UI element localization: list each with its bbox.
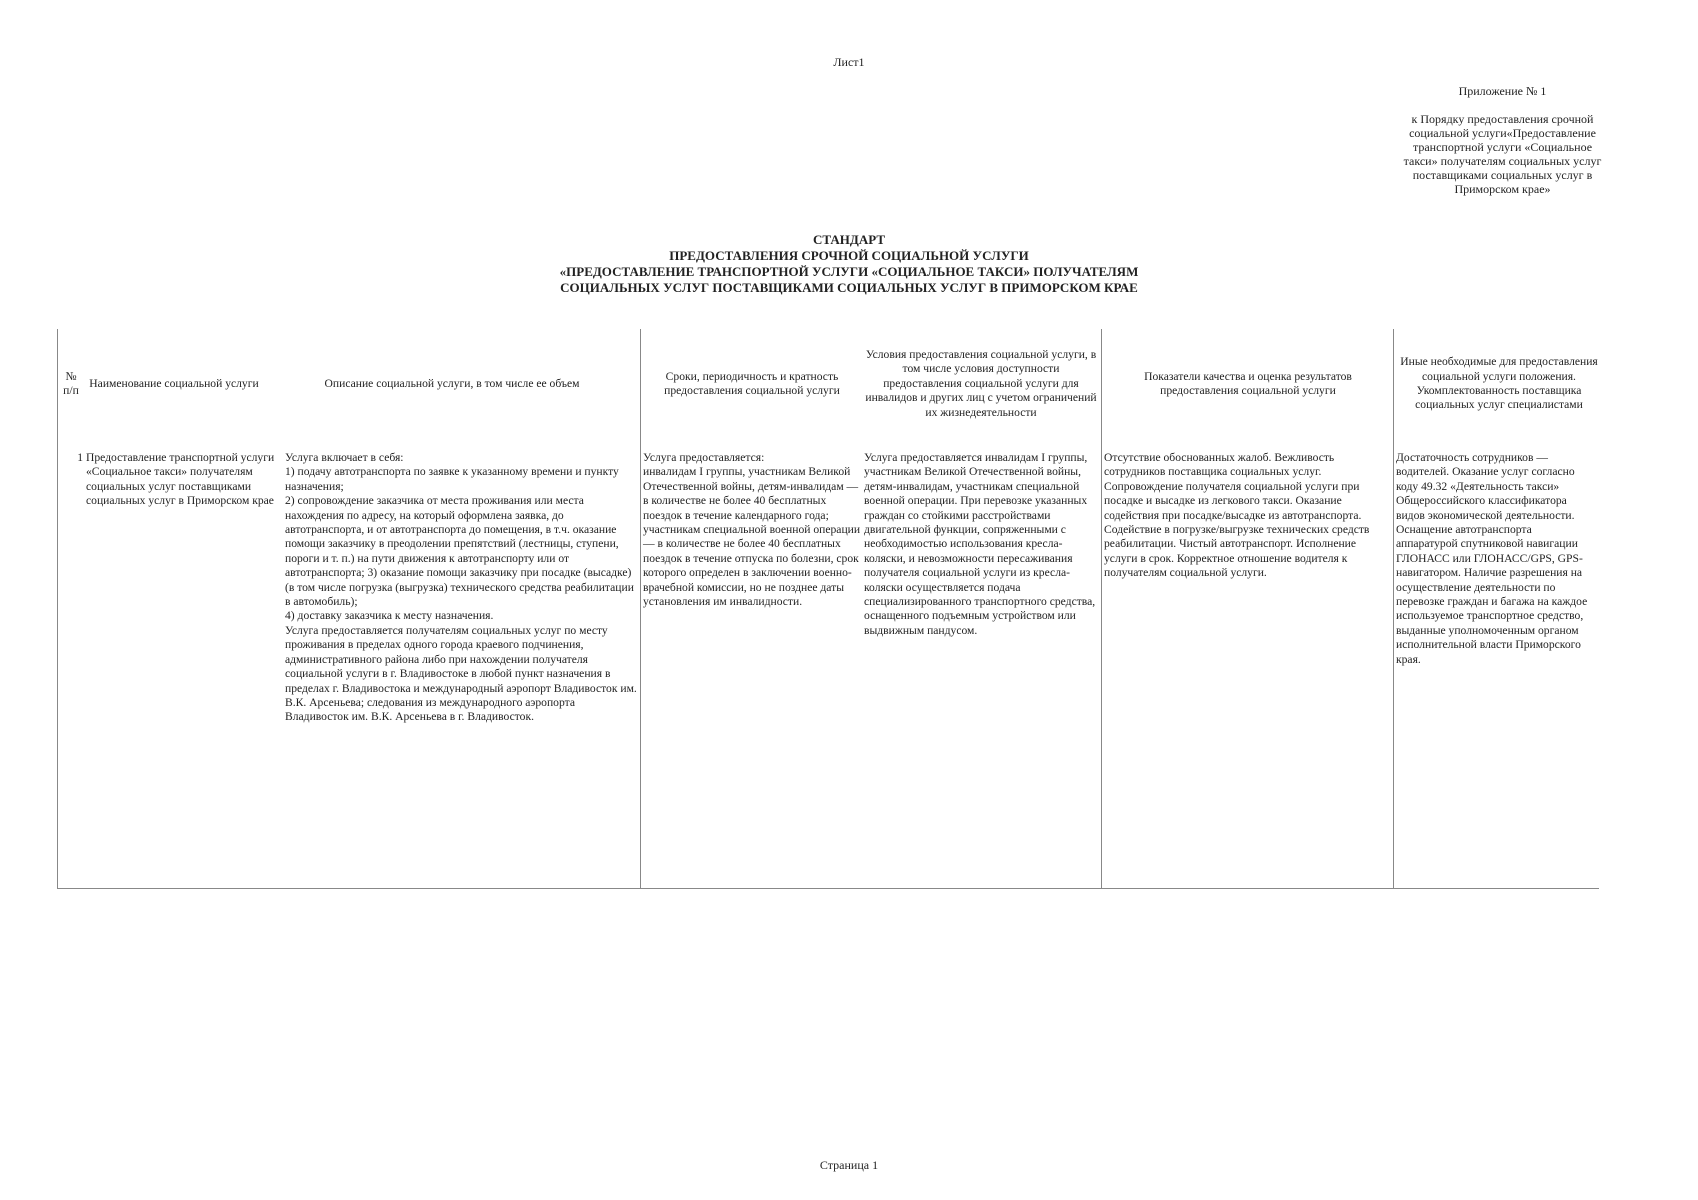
row-terms: Услуга предоставляется: инвалидам I группы, участникам Великой Отечественной войны, детям-инвалидам — в количестве не более 40 бесплатных поездок в течение календарного года; участникам специальной военной операции — в количестве не более 40 бесплатных поездок в течение отпуска по болезни, срок которого определен в заключении военно-врачебной комиссии, но не позднее даты установления им инвалидности. bbox=[643, 451, 861, 609]
row-quality: Отсутствие обоснованных жалоб. Вежливость сотрудников поставщика социальных услуг. Сопровождение получателя социальной услуги при посадке и высадке из легкового такси. Оказание содействия при посадке/высадке из автотранспорта. Содействие в погрузке/выгрузке технических средств реабилитации. Чистый автотранспорт. Исполнение услуги в срок. Корректное отношение водителя к получателям социальной услуги. bbox=[1104, 451, 1370, 580]
sheet-name: Лист1 bbox=[833, 55, 865, 69]
page-footer: Страница 1 bbox=[819, 1158, 879, 1172]
standard-table bbox=[57, 329, 1599, 889]
column-divider bbox=[1101, 329, 1102, 889]
column-divider bbox=[640, 329, 641, 889]
header-conditions: Условия предоставления социальной услуги, в том числе условия доступности предоставления социальной услуги для инвалидов и других лиц с учетом ограничений их жизнедеятельности bbox=[865, 347, 1097, 419]
document-title bbox=[0, 232, 1698, 296]
appendix-text: к Порядку предоставления срочной социальной услуги«Предоставление транспортной услуги «Социальное такси» получателям социальных услуг поставщиками социальных услуг в Приморском крае» bbox=[1403, 112, 1602, 196]
row-conditions: Услуга предоставляется инвалидам I группы, участникам Великой Отечественной войны, детям-инвалидам, участникам специальной военной операции. При перевозке указанных граждан со стойкими расстройствами двигательной функции, сопряженными с необходимостью использования кресла-коляски, и невозможности пересаживания получателя социальной услуги из кресла-коляски осуществляется подача специализированного транспортного средства, оснащенного подъемным устройством или выдвижным пандусом. bbox=[864, 451, 1096, 637]
row-other: Достаточность сотрудников — водителей. Оказание услуг согласно коду 49.32 «Деятельность такси» Общероссийского классификатора видов экономической деятельности. Оснащение автотранспорта аппаратурой спутниковой навигации ГЛОНАСС или ГЛОНАСС/GPS, GPS-навигатором. Наличие разрешения на осуществление деятельности по перевозке граждан и багажа на каждое используемое транспортное средство, выданные уполномоченным органом исполнительной власти Приморского края. bbox=[1396, 451, 1588, 666]
appendix-block bbox=[1395, 84, 1610, 196]
appendix-number: Приложение № 1 bbox=[1458, 84, 1547, 98]
row-description: Услуга включает в себя: 1) подачу автотранспорта по заявке к указанному времени и пункту назначения; 2) сопровождение заказчика от места проживания или места нахождения по адресу, на который оформлена заявка, до автотранспорта, и от автотранспорта до помещения, в т.ч. оказание помощи заказчику в преодолении препятствий (лестницы, ступени, пороги и т. п.) на пути движения к автотранспорту или от автотранспорта; 3) оказание помощи заказчику при посадке (высадке) (в том числе погрузка (выгрузка) технического средства реабилитации в автомобиль); 4) доставку заказчика к месту назначения. Услуга предоставляется получателям социальных услуг по месту проживания в пределах одного города краевого подчинения, административного района либо при нахождении получателя социальной услуги в г. Владивостоке в любой пункт назначения в пределах г. Владивостока и международный аэропорт Владивосток им. В.К. Арсеньева; следования из международного аэропорта Владивосток им. В.К. Арсеньева в г. Владивосток. bbox=[285, 451, 637, 724]
column-divider bbox=[1393, 329, 1394, 889]
title-line-2: ПРЕДОСТАВЛЕНИЯ СРОЧНОЙ СОЦИАЛЬНОЙ УСЛУГИ bbox=[669, 248, 1029, 263]
header-other: Иные необходимые для предоставления социальной услуги положения. Укомплектованность поставщика социальных услуг специалистами bbox=[1400, 355, 1598, 412]
header-quality: Показатели качества и оценка результатов предоставления социальной услуги bbox=[1144, 369, 1352, 397]
title-line-4: СОЦИАЛЬНЫХ УСЛУГ ПОСТАВЩИКАМИ СОЦИАЛЬНЫХ УСЛУГ В ПРИМОРСКОМ КРАЕ bbox=[560, 280, 1138, 295]
header-terms: Сроки, периодичность и кратность предоставления социальной услуги bbox=[664, 369, 840, 397]
header-description: Описание социальной услуги, в том числе ее объем bbox=[324, 376, 580, 390]
row-service-name: Предоставление транспортной услуги «Социальное такси» получателям социальных услуг поставщиками социальных услуг в Приморском крае bbox=[86, 451, 275, 508]
table-border-left bbox=[57, 329, 58, 889]
row-number: 1 bbox=[77, 451, 83, 464]
header-number: № п/п bbox=[63, 369, 79, 397]
title-line-1: СТАНДАРТ bbox=[812, 232, 885, 247]
header-service-name: Наименование социальной услуги bbox=[89, 376, 259, 390]
table-border-bottom bbox=[57, 888, 1599, 889]
title-line-3: «ПРЕДОСТАВЛЕНИЕ ТРАНСПОРТНОЙ УСЛУГИ «СОЦИАЛЬНОЕ ТАКСИ» ПОЛУЧАТЕЛЯМ bbox=[559, 264, 1139, 279]
